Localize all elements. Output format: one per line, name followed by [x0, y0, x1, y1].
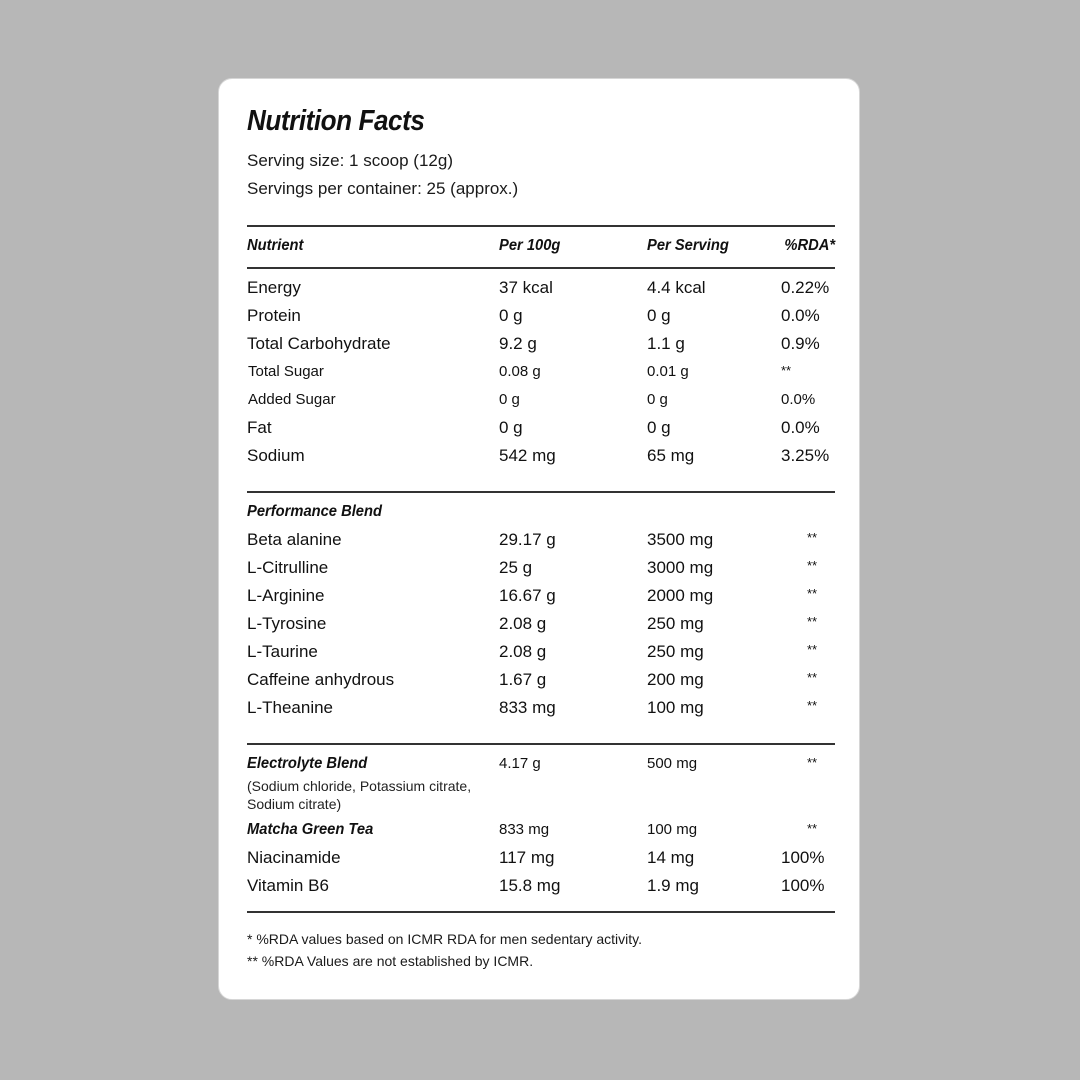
per-serving-value: 0 g [647, 306, 671, 325]
divider [247, 267, 835, 269]
per-serving-value: 100 mg [647, 698, 704, 717]
rda-value: ** [807, 698, 818, 713]
nutrient-name: Sodium [247, 446, 305, 465]
table-row [247, 614, 835, 642]
table-row [247, 642, 835, 670]
nutrition-facts-card [218, 78, 860, 1000]
table-row [247, 821, 835, 849]
table-row [247, 558, 835, 586]
nutrient-name: Protein [247, 306, 301, 325]
per-serving-value: 1.1 g [647, 334, 685, 353]
per-100g-value: 2.08 g [499, 614, 547, 633]
table-row [247, 363, 835, 391]
rda-value: ** [781, 363, 792, 378]
divider [247, 911, 835, 913]
per-serving-value: 0.01 g [647, 363, 689, 380]
per-100g-value: 37 kcal [499, 278, 553, 297]
nutrient-name: Vitamin B6 [247, 876, 329, 895]
table-row [247, 848, 835, 876]
section-header [247, 503, 835, 531]
rda-value: ** [807, 670, 818, 685]
performance-blend-title: Performance Blend [247, 503, 382, 520]
nutrient-name: Total Carbohydrate [247, 334, 391, 353]
rda-value: ** [807, 586, 818, 601]
rda-value: ** [807, 821, 818, 836]
per-serving-value: 0 g [647, 391, 668, 408]
table-row [247, 306, 835, 334]
per-serving-value: 65 mg [647, 446, 695, 465]
column-header-per-serving: Per Serving [647, 237, 729, 254]
column-header-per-100g: Per 100g [499, 237, 561, 254]
footnote-not-established: ** %RDA Values are not established by ICMR. [247, 953, 534, 969]
rda-value: ** [807, 558, 818, 573]
nutrient-name: Added Sugar [248, 391, 336, 408]
per-100g-value: 29.17 g [499, 530, 556, 549]
per-100g-value: 833 mg [499, 698, 556, 717]
per-serving-value: 500 mg [647, 755, 698, 772]
rda-value: 0.22% [781, 278, 830, 297]
per-serving-value: 14 mg [647, 848, 695, 867]
per-serving-value: 4.4 kcal [647, 278, 706, 297]
footnote-rda: * %RDA values based on ICMR RDA for men sedentary activity. [247, 931, 643, 947]
nutrient-name: L-Tyrosine [247, 614, 327, 633]
panel-title: Nutrition Facts [247, 105, 425, 137]
divider [247, 491, 835, 493]
rda-value: ** [807, 642, 818, 657]
nutrient-name: Niacinamide [247, 848, 341, 867]
per-100g-value: 16.67 g [499, 586, 556, 605]
per-100g-value: 117 mg [499, 848, 555, 867]
rda-value: 0.0% [781, 418, 820, 437]
nutrient-name: L-Theanine [247, 698, 334, 717]
per-serving-value: 100 mg [647, 821, 698, 838]
table-row [247, 876, 835, 904]
rda-value: 0.0% [781, 306, 820, 325]
column-header-nutrient: Nutrient [247, 237, 304, 254]
electrolyte-blend-description: (Sodium chloride, Potassium citrate, Sodium citrate) [247, 778, 472, 812]
rda-value: ** [807, 755, 818, 770]
per-serving-value: 250 mg [647, 642, 704, 661]
rda-value: 0.9% [781, 334, 820, 353]
per-100g-value: 15.8 mg [499, 876, 561, 895]
per-100g-value: 0.08 g [499, 363, 541, 380]
table-header [247, 237, 835, 265]
serving-size: Serving size: 1 scoop (12g) [247, 151, 453, 170]
table-row [247, 670, 835, 698]
rda-value: ** [807, 530, 818, 545]
per-100g-value: 25 g [499, 558, 533, 577]
rda-value: 100% [781, 848, 825, 867]
per-100g-value: 833 mg [499, 821, 550, 838]
per-100g-value: 0 g [499, 418, 523, 437]
table-row [247, 334, 835, 362]
table-row [247, 418, 835, 446]
per-serving-value: 200 mg [647, 670, 704, 689]
per-serving-value: 2000 mg [647, 586, 714, 605]
rda-value: 0.0% [781, 391, 816, 408]
per-100g-value: 4.17 g [499, 755, 541, 772]
electrolyte-blend-title: Electrolyte Blend [247, 755, 368, 772]
per-100g-value: 542 mg [499, 446, 556, 465]
rda-value: ** [807, 614, 818, 629]
per-serving-value: 3500 mg [647, 530, 714, 549]
nutrient-name: Fat [247, 418, 272, 437]
per-serving-value: 250 mg [647, 614, 704, 633]
table-row [247, 446, 835, 474]
per-100g-value: 1.67 g [499, 670, 547, 689]
matcha-title: Matcha Green Tea [247, 821, 374, 838]
per-100g-value: 0 g [499, 306, 523, 325]
nutrient-name: L-Taurine [247, 642, 318, 661]
table-row [247, 391, 835, 419]
table-row [247, 698, 835, 726]
nutrient-name: Total Sugar [248, 363, 324, 380]
per-100g-value: 2.08 g [499, 642, 547, 661]
rda-value: 3.25% [781, 446, 830, 465]
servings-per-container: Servings per container: 25 (approx.) [247, 179, 519, 198]
nutrient-name: Beta alanine [247, 530, 342, 549]
nutrient-name: L-Arginine [247, 586, 325, 605]
nutrient-name: Caffeine anhydrous [247, 670, 395, 689]
rda-value: 100% [781, 876, 825, 895]
table-row [247, 530, 835, 558]
table-row [247, 278, 835, 306]
nutrient-name: L-Citrulline [247, 558, 329, 577]
per-100g-value: 9.2 g [499, 334, 537, 353]
column-header-rda: %RDA* [784, 237, 835, 254]
per-100g-value: 0 g [499, 391, 520, 408]
per-serving-value: 3000 mg [647, 558, 714, 577]
per-serving-value: 1.9 mg [647, 876, 699, 895]
divider [247, 743, 835, 745]
table-row [247, 586, 835, 614]
nutrient-name: Energy [247, 278, 301, 297]
divider [247, 225, 835, 227]
per-serving-value: 0 g [647, 418, 671, 437]
